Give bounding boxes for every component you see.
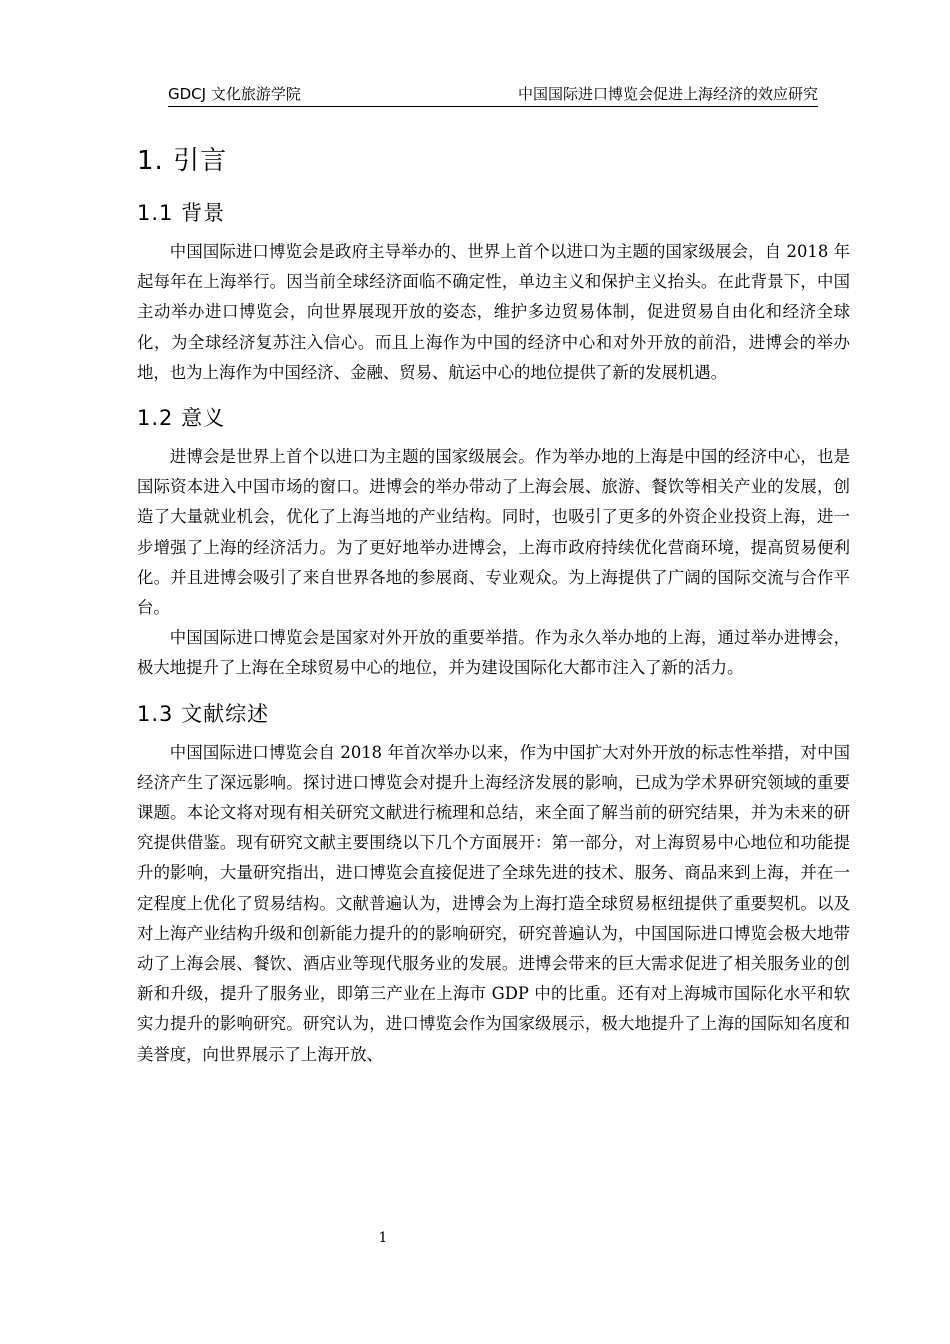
header-right: 中国国际进口博览会促进上海经济的效应研究	[517, 85, 818, 103]
section-title-significance: 1.2 意义	[137, 406, 226, 431]
paragraph: 中国国际进口博览会自 2018 年首次举办以来，作为中国扩大对外开放的标志性举措，对中国经济产生了深远影响。探讨进口博览会对提升上海经济发展的影响，已成为学术界研究领域的重要课题。本论文将对现有相关研究文献进行梳理和总结，来全面了解当前的研究结果，并为未来的研究提供借鉴。现有研究文献主要围绕以下几个方面展开：第一部分，对上海贸易中心地位和功能提升的影响，大量研究指出，进口博览会直接促进了全球先进的技术、服务、商品来到上海，并在一定程度上优化了贸易结构。文献普遍认为，进博会为上海打造全球贸易枢纽提供了重要契机。以及对上海产业结构升级和创新能力提升的的影响研究，研究普遍认为，中国国际进口博览会极大地带动了上海会展、餐饮、酒店业等现代服务业的发展。进博会带来的巨大需求促进了相关服务业的创新和升级，提升了服务业，即第三产业在上海市 GDP 中的比重。还有对上海城市国际化水平和软实力提升的影响研究。研究认为，进口博览会作为国家级展示，极大地提升了上海的国际知名度和美誉度，向世界展示了上海开放、	[137, 742, 850, 1064]
page-header	[168, 80, 818, 107]
document-body	[137, 140, 850, 1070]
paragraph: 进博会是世界上首个以进口为主题的国家级展会。作为举办地的上海是中国的经济中心，也是国际资本进入中国市场的窗口。进博会的举办带动了上海会展、旅游、餐饮等相关产业的发展，创造了大量就业机会，优化了上海当地的产业结构。同时，也吸引了更多的外资企业投资上海，进一步增强了上海的经济活力。为了更好地举办进博会，上海市政府持续优化营商环境，提高贸易便利化。并且进博会吸引了来自世界各地的参展商、专业观众。为上海提供了广阔的国际交流与合作平台。	[137, 447, 850, 618]
section-title-background: 1.1 背景	[137, 201, 226, 225]
section-title-literature-review: 1.3 文献综述	[137, 701, 270, 726]
paragraph: 中国国际进口博览会是政府主导举办的、世界上首个以进口为主题的国家级展会，自 2018 年起每年在上海举行。因当前全球经济面临不确定性，单边主义和保护主义抬头。在此背景下，中国主动举办进口博览会，向世界展现开放的姿态，维护多边贸易体制，促进贸易自由化和经济全球化，为全球经济复苏注入信心。而且上海作为中国的经济中心和对外开放的前沿，进博会的举办地，也为上海作为中国经济、金融、贸易、航运中心的地位提供了新的发展机遇。	[137, 242, 850, 382]
header-left: GDCJ 文化旅游学院	[168, 85, 301, 103]
page-number: 1	[378, 1230, 388, 1246]
chapter-title: 1. 引言	[137, 146, 228, 176]
paragraph: 中国国际进口博览会是国家对外开放的重要举措。作为永久举办地的上海，通过举办进博会，极大地提升了上海在全球贸易中心的地位，并为建设国际化大都市注入了新的活力。	[137, 628, 850, 678]
